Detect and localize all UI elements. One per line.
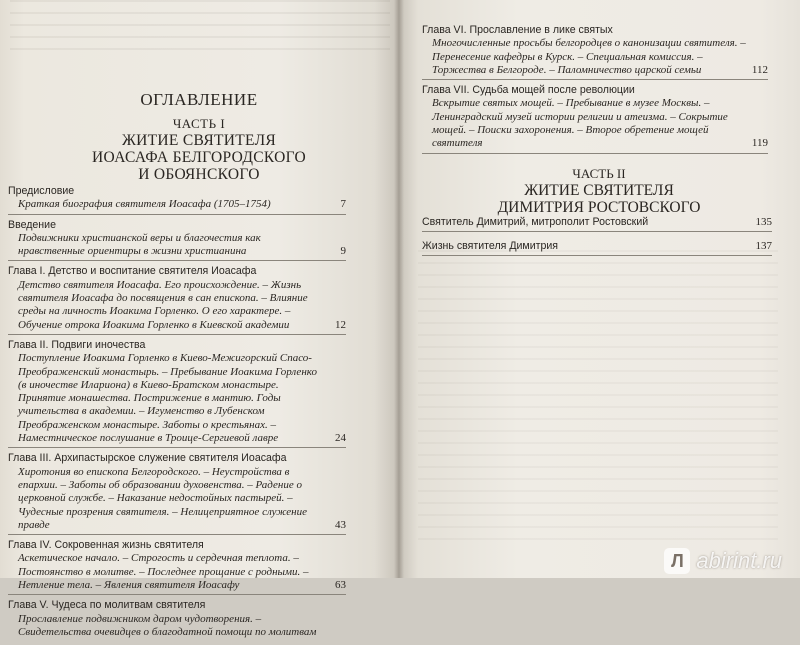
entry-title: Глава VI. Прославление в лике святых [422,24,613,36]
toc-entry-chapter-7[interactable] [422,84,768,153]
toc-heading: ОГЛАВЛЕНИЕ [140,90,258,109]
entry-page-number: 9 [340,245,346,258]
entry-title: Предисловие [8,185,75,197]
entry-description-text: Многочисленные просьбы белгородцев о канонизации святителя. – Перенесение кафедры в Курск. – Специальная комиссия. – Торжества в Белгороде. – Паломничество царской семьи [432,37,746,76]
entry-description [422,97,768,153]
entry-description-text: Хиротония во епископа Белгородского. – Неустройства в епархии. – Заботы об образовании духовенства. – Радение о церковной службе. – Наказание недостойных пастырей. – Чудесные прозрения святителя. – Нелицеприятное служение правде [18,465,308,531]
entry-page-number: 63 [335,579,346,592]
entry-title: Глава III. Архипастырское служение святителя Иоасафа [8,452,287,465]
toc-entry-dimitry-life[interactable] [422,240,772,256]
book-gutter [394,0,404,578]
watermark [664,548,782,574]
entry-page-number: 7 [340,198,346,211]
entry-page-number: 43 [335,518,346,531]
part2-label: ЧАСТЬ II [572,166,626,181]
entry-description [8,466,346,535]
entry-description-text: Подвижники христианской веры и благочестия как нравственные ориентиры в жизни христианина [18,231,261,258]
entry-title: Глава II. Подвиги иночества [8,338,146,351]
entry-title: Введение [8,218,56,231]
entry-description [8,552,346,595]
entry-page-number: 135 [755,216,772,228]
part1-label: ЧАСТЬ I [172,116,226,131]
entry-description [422,37,768,80]
entry-title: Глава VII. Судьба мощей после революции [422,84,635,97]
toc-entry-dimitry-metropolitan[interactable] [422,216,772,232]
entry-title: Глава I. Детство и воспитание святителя Иоасафа [8,265,257,278]
toc-list-part2 [422,216,772,264]
labirint-logo-icon: Л [664,548,690,574]
toc-entry-chapter-3[interactable] [8,452,346,535]
entry-page-number: 112 [751,63,768,76]
bleed-through-text [10,0,390,60]
toc-entry-chapter-1[interactable] [8,265,346,334]
part2-title [398,182,800,216]
entry-page-number: 137 [755,240,772,252]
entry-title: Глава IV. Сокровенная жизнь святителя [8,539,204,552]
toc-entry-chapter-6[interactable] [422,24,768,80]
part1-title-line1: ЖИТИЕ СВЯТИТЕЛЯ [121,132,277,149]
entry-description-text: Краткая биография святителя Иоасафа (1705–1754) [18,198,271,211]
entry-description [8,279,346,335]
part1-title-line2: ИОАСАФА БЕЛГОРОДСКОГО [92,149,306,166]
entry-description [8,352,346,448]
toc-entry-chapter-5[interactable] [8,599,346,641]
left-page [0,0,398,638]
bleed-through-text [418,250,778,550]
toc-entry-preface[interactable] [8,185,346,215]
entry-description-text: Вскрытие святых мощей. – Пребывание в музее Москвы. – Ленинградский музей истории религии и атеизма. – Сокрытие мощей. – Поиски захоронения. – Второе обретение мощей святителя [432,97,728,150]
entry-title: Жизнь святителя Димитрия [422,240,559,252]
toc-list-right [422,24,768,158]
toc-entry-chapter-4[interactable] [8,539,346,595]
toc-entry-introduction[interactable] [8,219,346,262]
part2-title-line2: ДИМИТРИЯ РОСТОВСКОГО [497,199,701,216]
part1-title-line3: И ОБОЯНСКОГО [138,166,260,183]
entry-page-number: 119 [751,137,768,150]
entry-description [8,198,346,214]
toc-entry-chapter-2[interactable] [8,339,346,448]
entry-description-text: Прославление подвижником даром чудотворения. – Свидетельства очевидцев о благодатной помощи по молитвам [18,612,317,638]
part2-title-line1: ЖИТИЕ СВЯТИТЕЛЯ [524,182,674,199]
entry-description [8,232,346,262]
entry-description-text: Аскетическое начало. – Строгость и сердечная теплота. – Постоянство в молитве. – Последнее прощание с родными. – Нетление тела. – Явления святителя Иоасафу [18,552,309,592]
entry-description-text: Детство святителя Иоасафа. Его происхождение. – Жизнь святителя Иоасафа до посвящения в сан епископа. – Влияние среды на личность Иоакима Горленко. О его характере. – Обучение отрока Иоакима Горленко в Киевской академии [18,278,308,331]
entry-page-number: 24 [335,432,346,445]
right-page [398,0,800,578]
toc-list-left [8,185,346,645]
entry-title: Глава V. Чудеса по молитвам святителя [8,599,206,612]
watermark-text: abirint.ru [696,548,782,573]
entry-description [8,613,346,642]
part1-title [0,132,398,183]
entry-title: Святитель Димитрий, митрополит Ростовский [422,216,649,228]
entry-page-number: 12 [335,318,346,331]
entry-description-text: Поступление Иоакима Горленко в Киево-Межигорский Спасо-Преображенский монастырь. – Пребывание Иоакима Горленко (в иночестве Илариона) в Киево-Братском монастыре. Принятие монашества. Пострижение в мантию. Годы учительства в академии. – Игуменство в Лубенском Преображенском монастыре. Заботы о крестьянах. – Наместническое послушание в Троице-Сергиевой лавре [18,352,317,445]
